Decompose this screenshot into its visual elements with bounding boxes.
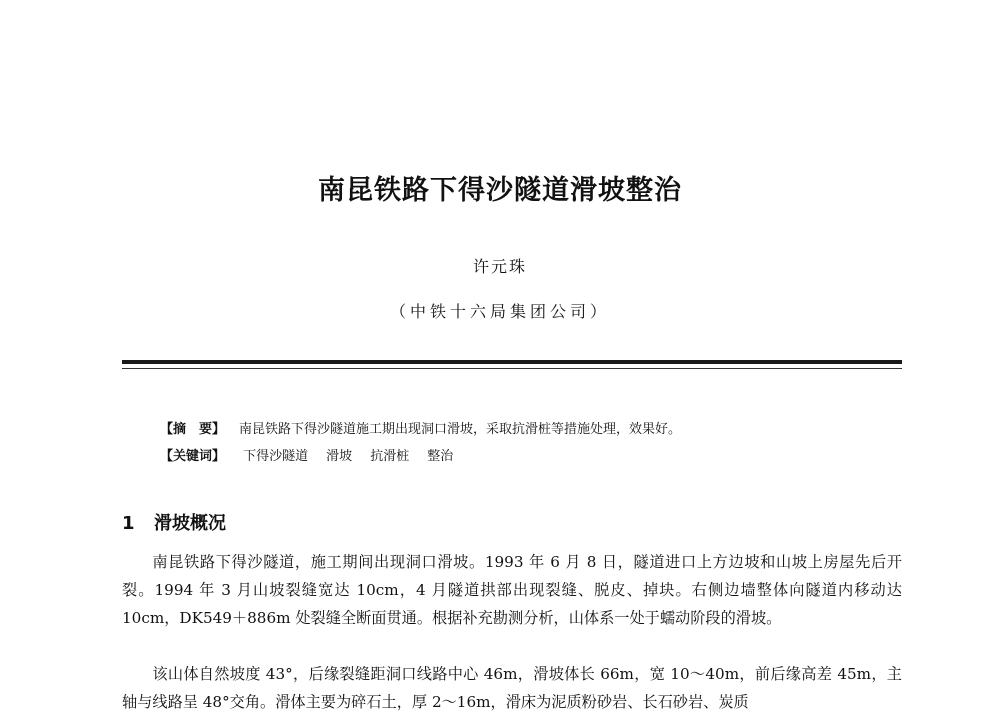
author-affiliation: （中铁十六局集团公司）	[389, 302, 610, 321]
keyword-item: 整治	[427, 449, 454, 464]
abstract-label: 【摘 要】	[160, 422, 226, 437]
header-divider-thin	[122, 368, 902, 369]
header-divider-thick	[122, 360, 902, 364]
section-title: 滑坡概况	[154, 513, 226, 534]
keyword-item: 下得沙隧道	[243, 449, 309, 464]
keywords-label: 【关键词】	[160, 449, 226, 464]
keyword-item: 抗滑桩	[370, 449, 410, 464]
section-heading	[122, 509, 226, 535]
body-paragraph: 南昆铁路下得沙隧道，施工期间出现洞口滑坡。1993 年 6 月 8 日，隧道进口上方边坡和山坡上房屋先后开裂。1994 年 3 月山坡裂缝宽达 10cm，4 月隧道拱部出现裂缝、脱皮、掉块。右侧边墙整体向隧道内移动达 10cm，DK549＋886m 处裂缝全断面贯通。根据补充勘测分析，山体系一处于蠕动阶段的滑坡。	[122, 553, 902, 627]
author-name: 许元珠	[472, 257, 527, 276]
abstract-text: 南昆铁路下得沙隧道施工期出现洞口滑坡，采取抗滑桩等措施处理，效果好。	[239, 422, 682, 437]
section-number: 1	[122, 513, 135, 534]
keywords-line	[160, 445, 471, 464]
keyword-item: 滑坡	[326, 449, 353, 464]
paper-title: 南昆铁路下得沙隧道滑坡整治	[318, 175, 682, 206]
abstract-line	[160, 418, 681, 437]
body-paragraph: 该山体自然坡度 43°，后缘裂缝距洞口线路中心 46m，滑坡体长 66m，宽 10～40m，前后缘高差 45m，主轴与线路呈 48°交角。滑体主要为碎石土，厚 2～16m，滑床为泥质粉砂岩、长石砂岩、炭质	[122, 665, 902, 711]
